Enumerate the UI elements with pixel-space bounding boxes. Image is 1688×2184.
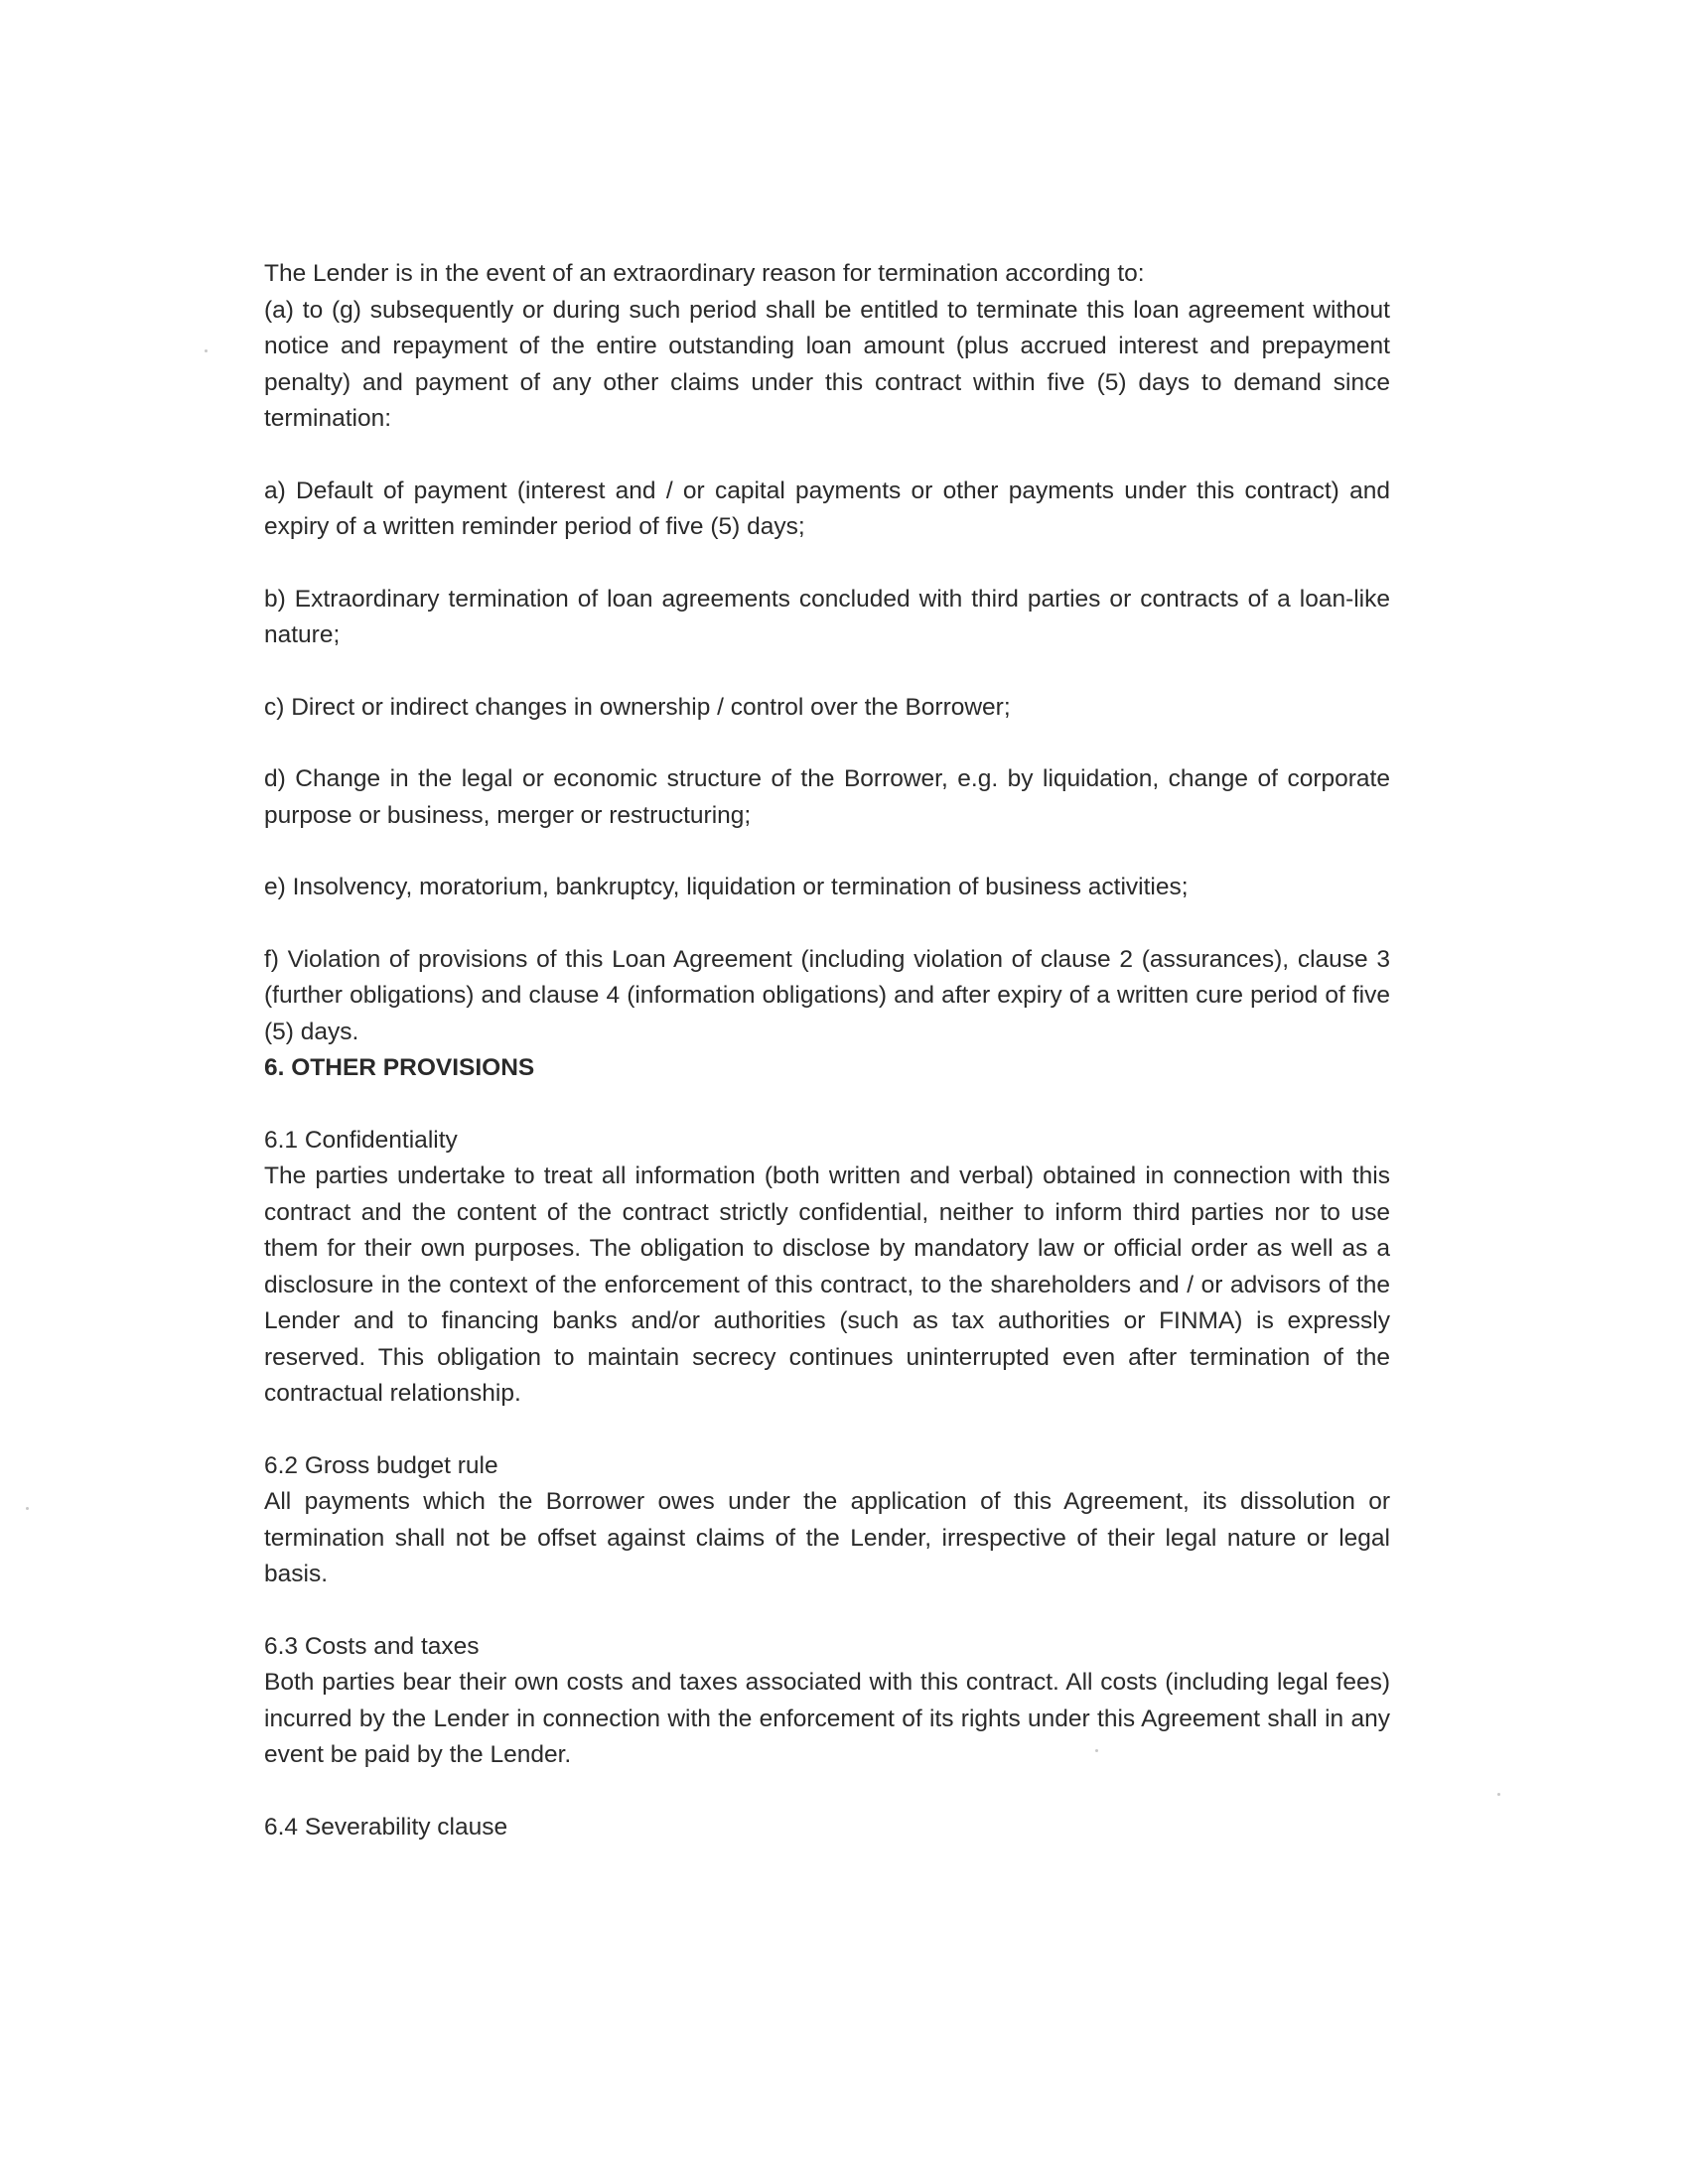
subsection-text: The parties undertake to treat all information (both written and verbal) obtained in connection with this contract and the content of the contract strictly confidential, neither to inform third parties nor to use them for their own purposes. The obligation to disclose by mandatory law or official order as well as a disclosure in the context of the enforcement of this contract, to the shareholders and / or advisors of the Lender and to financing banks and/or authorities (such as tax authorities or FINMA) is expressly reserved. This obligation to maintain secrecy continues uninterrupted even after termination of the contractual relationship. (264, 1162, 1390, 1407)
scan-speck (1497, 1793, 1500, 1796)
subsection-text: All payments which the Borrower owes under the application of this Agreement, its dissolution or termination shall not be offset against claims of the Lender, irrespective of their legal nature or legal basis. (264, 1488, 1390, 1587)
document-page (264, 256, 1390, 1845)
subsection-confidentiality (264, 1123, 1390, 1413)
subsection-severability (264, 1810, 1390, 1846)
intro-line: The Lender is in the event of an extraordinary reason for termination according to: (264, 260, 1145, 287)
list-item-e: e) Insolvency, moratorium, bankruptcy, liquidation or termination of business activities; (264, 874, 1189, 900)
section-heading: 6. OTHER PROVISIONS (264, 1054, 535, 1081)
scan-speck (1095, 1749, 1098, 1752)
subsection-text: Both parties bear their own costs and taxes associated with this contract. All costs (including legal fees) incurred by the Lender in connection with the enforcement of its rights under this Agreement shall in any event be paid by the Lender. (264, 1669, 1390, 1768)
subsection-title: 6.3 Costs and taxes (264, 1632, 480, 1660)
list-item-a: a) Default of payment (interest and / or capital payments or other payments under this contract) and expiry of a written reminder period of five (5) days; (264, 477, 1390, 540)
scan-speck (205, 349, 208, 352)
list-item-f: f) Violation of provisions of this Loan Agreement (including violation of clause 2 (assurances), clause 3 (further obligations) and clause 4 (information obligations) and after expiry of a written cure period of five (5) days. (264, 945, 1390, 1045)
subsection-costs-and-taxes (264, 1629, 1390, 1774)
subsection-title: 6.1 Confidentiality (264, 1126, 458, 1154)
subsection-gross-budget-rule (264, 1448, 1390, 1593)
list-item-c: c) Direct or indirect changes in ownership / control over the Borrower; (264, 693, 1011, 721)
list-item-d: d) Change in the legal or economic structure of the Borrower, e.g. by liquidation, change of corporate purpose or business, merger or restructuring; (264, 765, 1390, 829)
subsection-title: 6.2 Gross budget rule (264, 1451, 498, 1479)
scan-speck (26, 1507, 29, 1510)
intro-paragraph: (a) to (g) subsequently or during such period shall be entitled to terminate this loan agreement without notice and repayment of the entire outstanding loan amount (plus accrued interest and prepayment penalty) and payment of any other claims under this contract within five (5) days to demand since termination: (264, 296, 1390, 432)
subsection-title: 6.4 Severability clause (264, 1813, 508, 1841)
list-item-b: b) Extraordinary termination of loan agreements concluded with third parties or contracts of a loan-like nature; (264, 585, 1390, 648)
